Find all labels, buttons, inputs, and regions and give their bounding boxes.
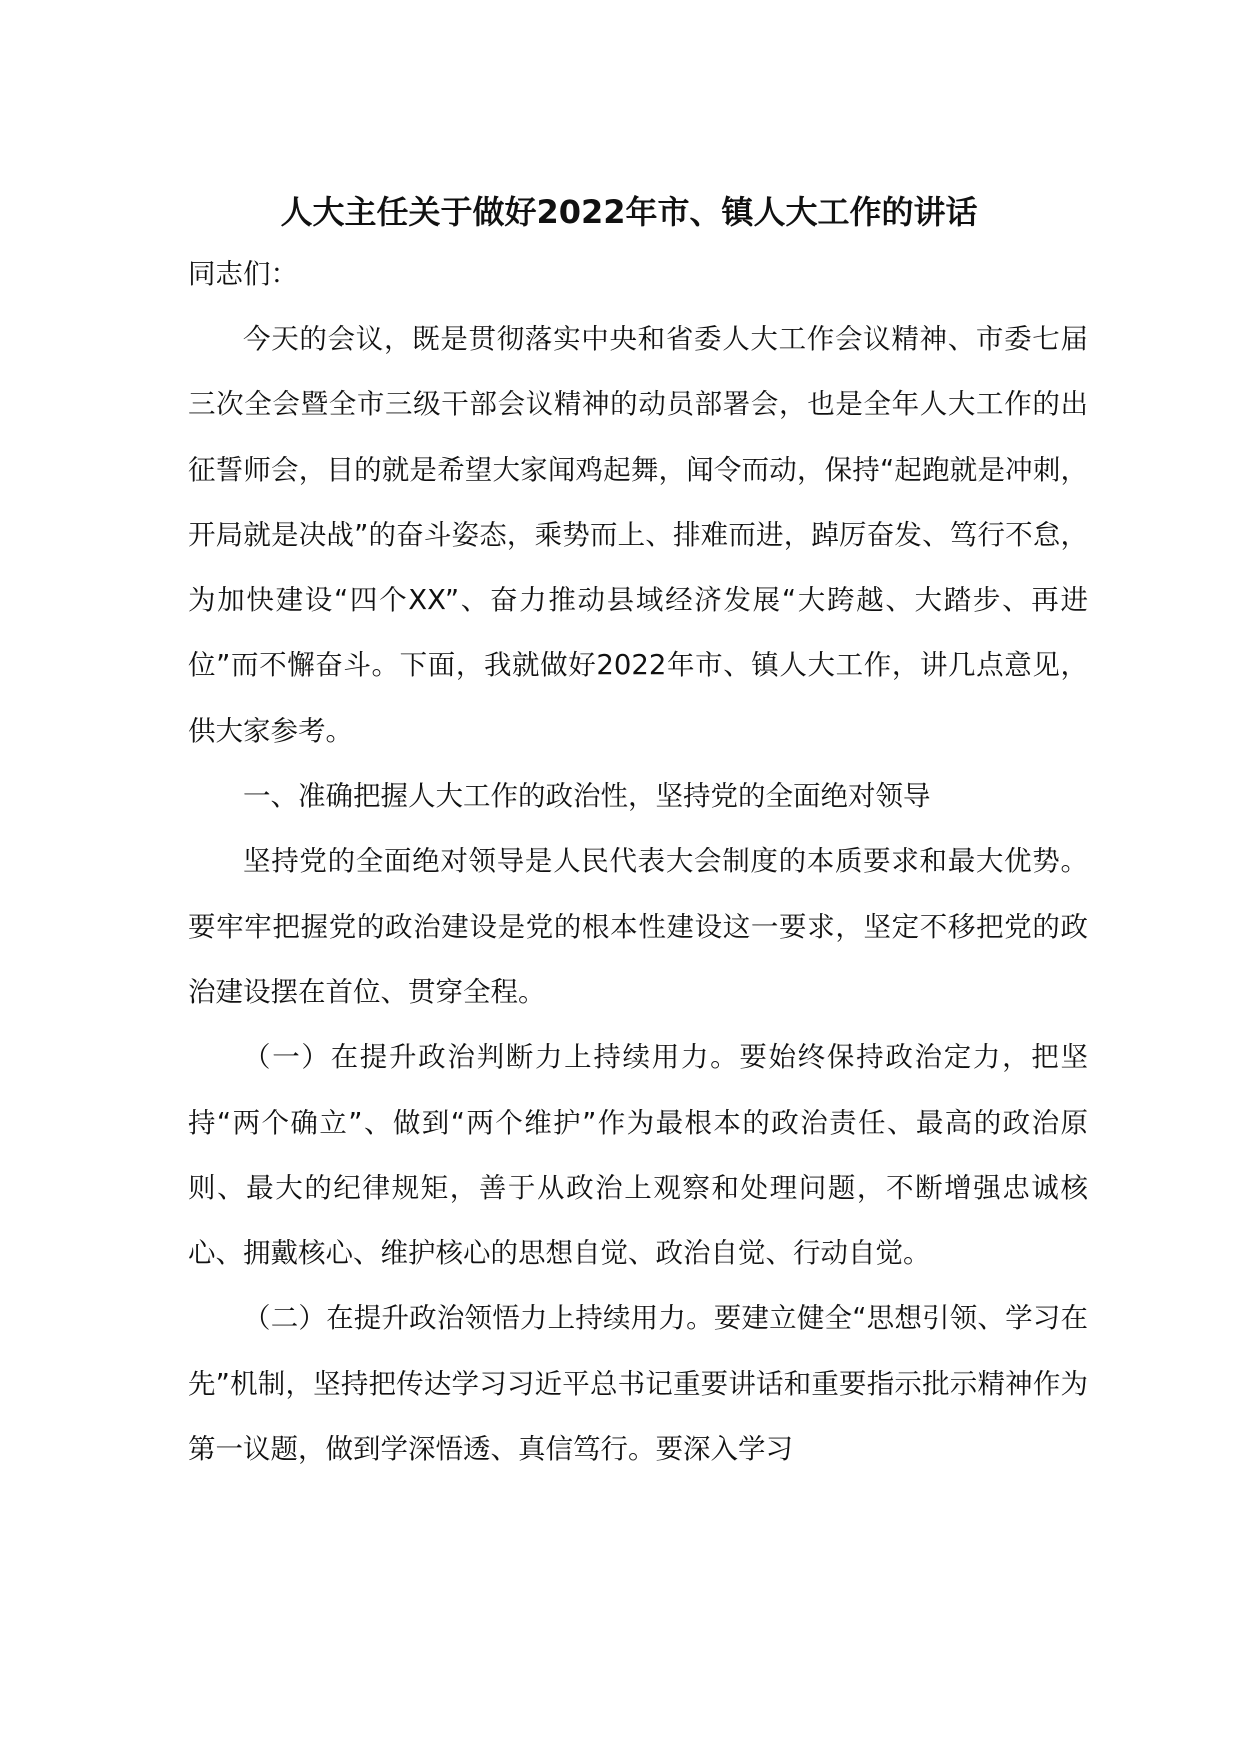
document-title: 人大主任关于做好2022年市、镇人大工作的讲话 (280, 193, 978, 231)
paragraph-subsection-1: （一）在提升政治判断力上持续用力。要始终保持政治定力，把坚持“两个确立”、做到“两个维护”作为最根本的政治责任、最高的政治原则、最大的纪律规矩，善于从政治上观察和处理问题，不断增强忠诚核心、拥戴核心、维护核心的思想自觉、政治自觉、行动自觉。 (188, 1041, 1088, 1270)
document-body (188, 182, 1088, 1482)
paragraph-intro: 今天的会议，既是贯彻落实中央和省委人大工作会议精神、市委七届三次全会暨全市三级干部会议精神的动员部署会，也是全年人大工作的出征誓师会，目的就是希望大家闻鸡起舞，闻令而动，保持“起跑就是冲刺，开局就是决战”的奋斗姿态，乘势而上、排难而进，踔厉奋发、笃行不怠，为加快建设“四个XX”、奋力推动县域经济发展“大跨越、大踏步、再进位”而不懈奋斗。下面，我就做好2022年市、镇人大工作，讲几点意见，供大家参考。 (188, 323, 1088, 747)
salutation: 同志们： (188, 258, 298, 290)
paragraph-section-1-intro: 坚持党的全面绝对领导是人民代表大会制度的本质要求和最大优势。要牢牢把握党的政治建设是党的根本性建设这一要求，坚定不移把党的政治建设摆在首位、贯穿全程。 (188, 845, 1088, 1008)
section-heading-1: 一、准确把握人大工作的政治性，坚持党的全面绝对领导 (243, 780, 931, 813)
paragraph-subsection-2: （二）在提升政治领悟力上持续用力。要建立健全“思想引领、学习在先”机制，坚持把传达学习习近平总书记重要讲话和重要指示批示精神作为第一议题，做到学深悟透、真信笃行。要深入学习 (188, 1302, 1088, 1466)
